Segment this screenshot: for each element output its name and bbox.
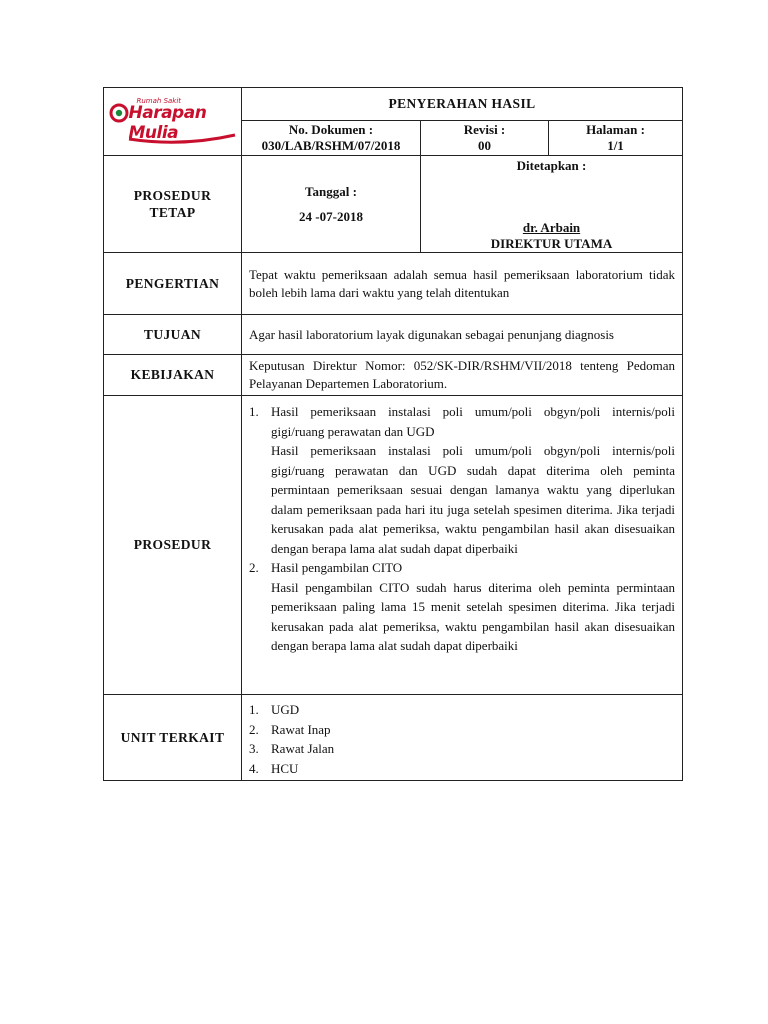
step-title: Hasil pengambilan CITO [271,560,403,575]
policy-text: Keputusan Direktur Nomor: 052/SK-DIR/RSHM/VII/2018 tenteng Pedoman Pelayanan Departemen Laboratorium. [242,355,683,396]
revision-cell [421,121,549,156]
logo-main-text: Harapan Mulia [128,102,207,143]
doc-number-value: 030/LAB/RSHM/07/2018 [261,138,401,153]
logo-emblem-icon [109,103,129,123]
approval-cell [421,156,683,253]
procedure-step [249,402,675,558]
list-number: 3. [249,741,259,756]
list-number: 1. [249,702,259,717]
sop-table [103,87,683,781]
list-text: UGD [271,702,300,717]
list-text: HCU [271,760,299,776]
procedure-step [249,558,675,656]
page-value: 1/1 [607,138,624,153]
logo-small-text: Rumah Sakit [136,96,182,105]
step-number: 2. [249,560,259,575]
step-body: Hasil pengambilan CITO sudah harus diterima oleh peminta permintaan pemeriksaan paling lama 15 menit setelah spesimen diterima. Jika terjadi kerusakan pada alat pemeriksa, waktu pengambilan hasil akan disesuaikan dengan berapa lama alat sudah dapat diperbaiki [271,579,676,653]
list-text: Rawat Jalan [271,741,335,756]
doc-number-label: No. Dokumen : [288,122,374,137]
definition-text: Tepat waktu pemeriksaan adalah semua hasil pemeriksaan laboratorium tidak boleh lebih lama dari waktu yang telah ditentukan [242,253,683,315]
procedure-label: PROSEDUR [104,396,242,695]
revision-label: Revisi : [463,122,506,137]
related-units-label: UNIT TERKAIT [104,695,242,781]
page-label: Halaman : [586,122,645,137]
document-title: PENYERAHAN HASIL [242,88,683,121]
doc-number-cell [242,121,421,156]
signer-name: dr. Arbain [522,220,581,235]
approval-label: Ditetapkan : [516,158,587,173]
list-number: 2. [249,721,259,737]
list-text: Rawat Inap [271,721,331,737]
logo-swoosh-icon [127,133,237,145]
list-number: 4. [249,760,259,776]
procedure-steps [249,402,675,656]
purpose-label: TUJUAN [104,315,242,355]
list-item [249,720,675,740]
date-cell [242,156,421,253]
signer-title: DIREKTUR UTAMA [490,236,613,251]
revision-value: 00 [478,138,491,153]
list-item [249,739,675,759]
related-units-list [242,695,683,781]
purpose-text: Agar hasil laboratorium layak digunakan sebagai penunjang diagnosis [242,315,683,355]
date-label: Tanggal : [305,183,357,199]
hospital-logo [105,89,241,155]
page-cell [549,121,683,156]
date-value: 24 -07-2018 [299,208,363,224]
procedure-cell [242,396,683,695]
step-number: 1. [249,404,259,419]
step-title: Hasil pemeriksaan instalasi poli umum/poli obgyn/poli internis/poli gigi/ruang perawatan dan UGD [271,404,676,439]
logo-cell [104,88,242,156]
step-body: Hasil pemeriksaan instalasi poli umum/poli obgyn/poli internis/poli gigi/ruang perawatan dan UGD sudah dapat diterima oleh peminta permintaan pemeriksaan sesuai dengan lamanya waktu yang diperlukan dalam pemeriksaan pada hari itu juga setelah spesimen diterima. Jika terjadi kerusakan pada alat pemeriksa, waktu pengambilan hasil akan disesuaikan dengan berapa lama alat sudah dapat diperbaiki [271,443,676,556]
definition-label: PENGERTIAN [104,253,242,315]
protap-label-line2: TETAP [149,205,196,220]
protap-label-line1: PROSEDUR [133,188,212,203]
list-item [249,700,675,720]
policy-label: KEBIJAKAN [104,355,242,396]
list-item [249,759,675,779]
protap-label-cell [104,156,242,253]
